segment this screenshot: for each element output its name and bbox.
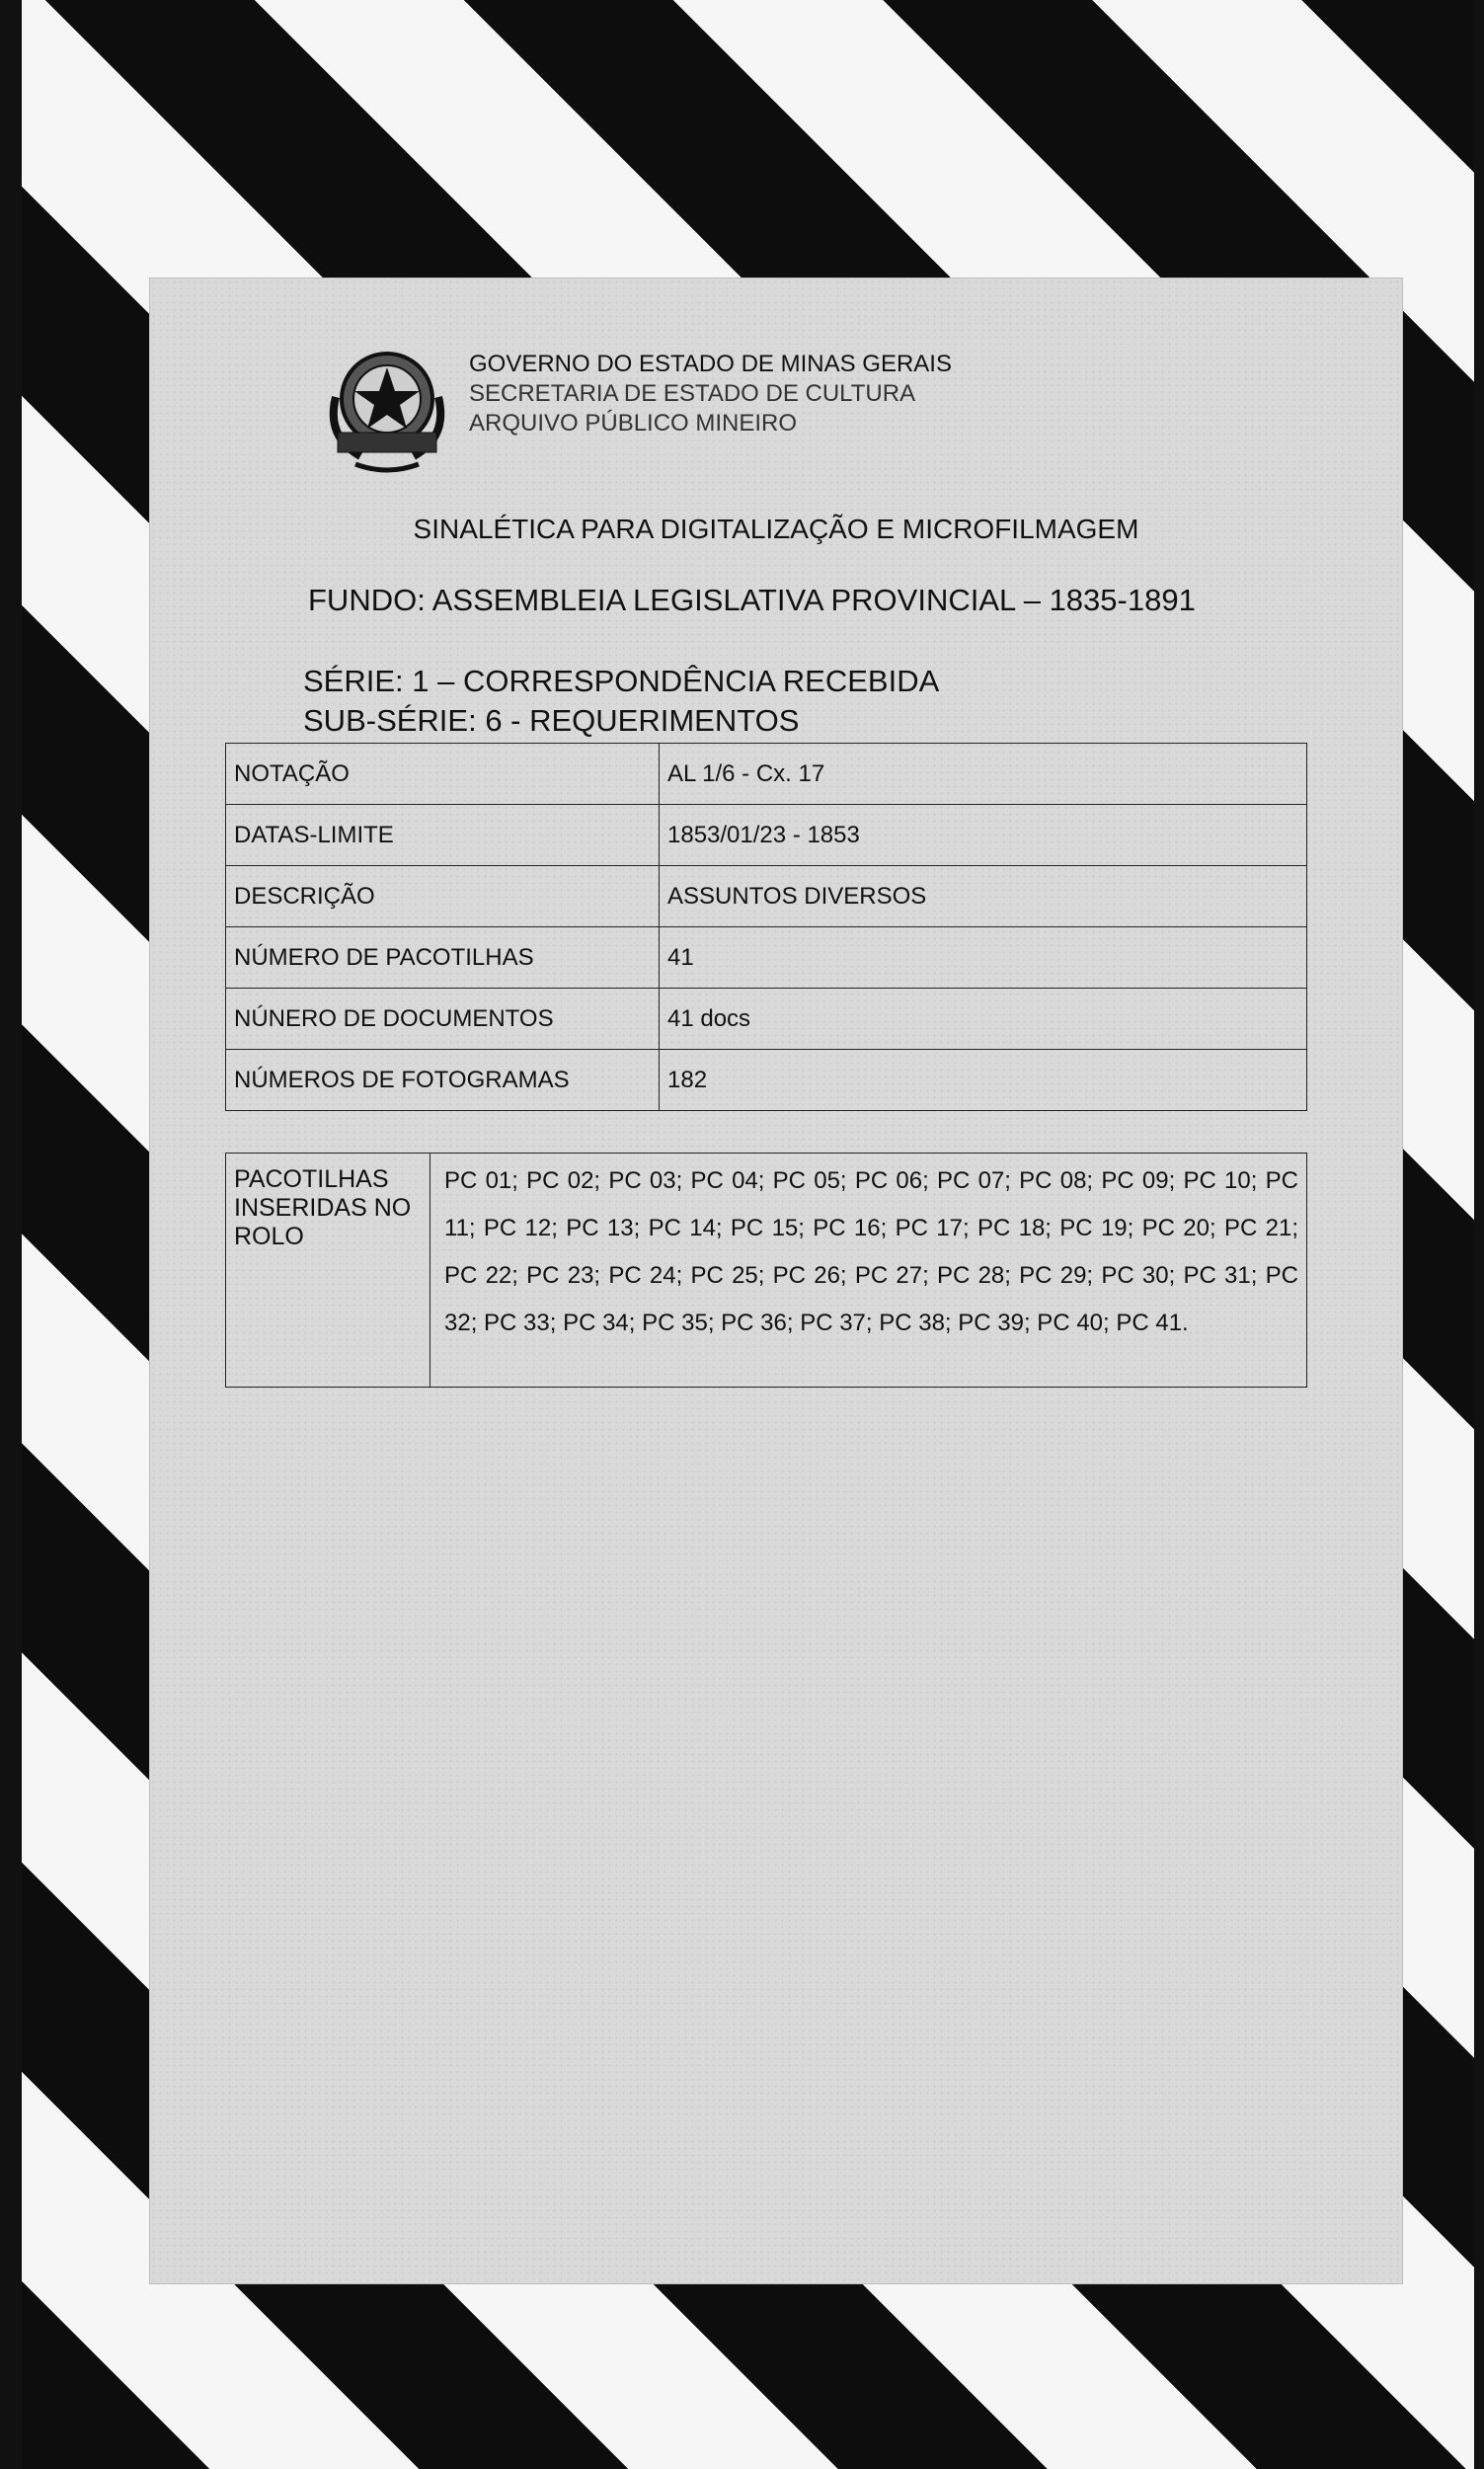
table-row	[226, 744, 1307, 805]
row-value: 41	[660, 927, 1307, 989]
pacotilhas-table	[225, 1153, 1307, 1388]
row-label: NÚNERO DE DOCUMENTOS	[226, 989, 660, 1050]
fundo-heading: FUNDO: ASSEMBLEIA LEGISLATIVA PROVINCIAL – 1835-1891	[308, 583, 1196, 617]
table-row	[226, 1154, 1307, 1388]
row-value: 1853/01/23 - 1853	[660, 805, 1307, 866]
pacotilhas-label	[226, 1154, 430, 1388]
row-value: AL 1/6 - Cx. 17	[660, 744, 1307, 805]
scan-edge-right	[1474, 0, 1484, 2469]
pacotilhas-label-line: PACOTILHAS	[234, 1165, 389, 1193]
row-label: NÚMERO DE PACOTILHAS	[226, 927, 660, 989]
table-row	[226, 927, 1307, 989]
government-line: GOVERNO DO ESTADO DE MINAS GERAIS	[469, 351, 952, 377]
institution-text	[469, 350, 952, 438]
secretariat-line: SECRETARIA DE ESTADO DE CULTURA	[469, 380, 916, 407]
row-label: NOTAÇÃO	[226, 744, 660, 805]
table-row	[226, 1050, 1307, 1111]
pacotilhas-label-line: ROLO	[234, 1223, 304, 1250]
row-value: ASSUNTOS DIVERSOS	[660, 866, 1307, 927]
pacotilhas-list: PC 01; PC 02; PC 03; PC 04; PC 05; PC 06; PC 07; PC 08; PC 09; PC 10; PC 11; PC 12; PC 13; PC 14; PC 15; PC 16; PC 17; PC 18; PC 19; PC 20; PC 21; PC 22; PC 23; PC 24; PC 25; PC 26; PC 27; PC 28; PC 29; PC 30; PC 31; PC 32; PC 33; PC 34; PC 35; PC 36; PC 37; PC 38; PC 39; PC 40; PC 41.	[430, 1154, 1307, 1388]
table-row	[226, 805, 1307, 866]
archive-line: ARQUIVO PÚBLICO MINEIRO	[469, 410, 798, 437]
row-value: 41 docs	[660, 989, 1307, 1050]
table-row	[226, 866, 1307, 927]
pacotilhas-label-line: INSERIDAS NO	[234, 1194, 412, 1222]
subserie-heading: SUB-SÉRIE: 6 - REQUERIMENTOS	[303, 703, 800, 738]
institution-header	[316, 338, 1205, 476]
serie-heading: SÉRIE: 1 – CORRESPONDÊNCIA RECEBIDA	[303, 664, 940, 698]
target-card	[150, 279, 1402, 2283]
row-label: DESCRIÇÃO	[226, 866, 660, 927]
table-row	[226, 989, 1307, 1050]
row-value: 182	[660, 1050, 1307, 1111]
state-coat-of-arms-icon	[316, 338, 459, 476]
row-label: DATAS-LIMITE	[226, 805, 660, 866]
scan-edge-left	[0, 0, 22, 2469]
row-label: NÚMEROS DE FOTOGRAMAS	[226, 1050, 660, 1111]
info-table	[225, 743, 1307, 1111]
page-title: SINALÉTICA PARA DIGITALIZAÇÃO E MICROFILMAGEM	[413, 514, 1139, 544]
